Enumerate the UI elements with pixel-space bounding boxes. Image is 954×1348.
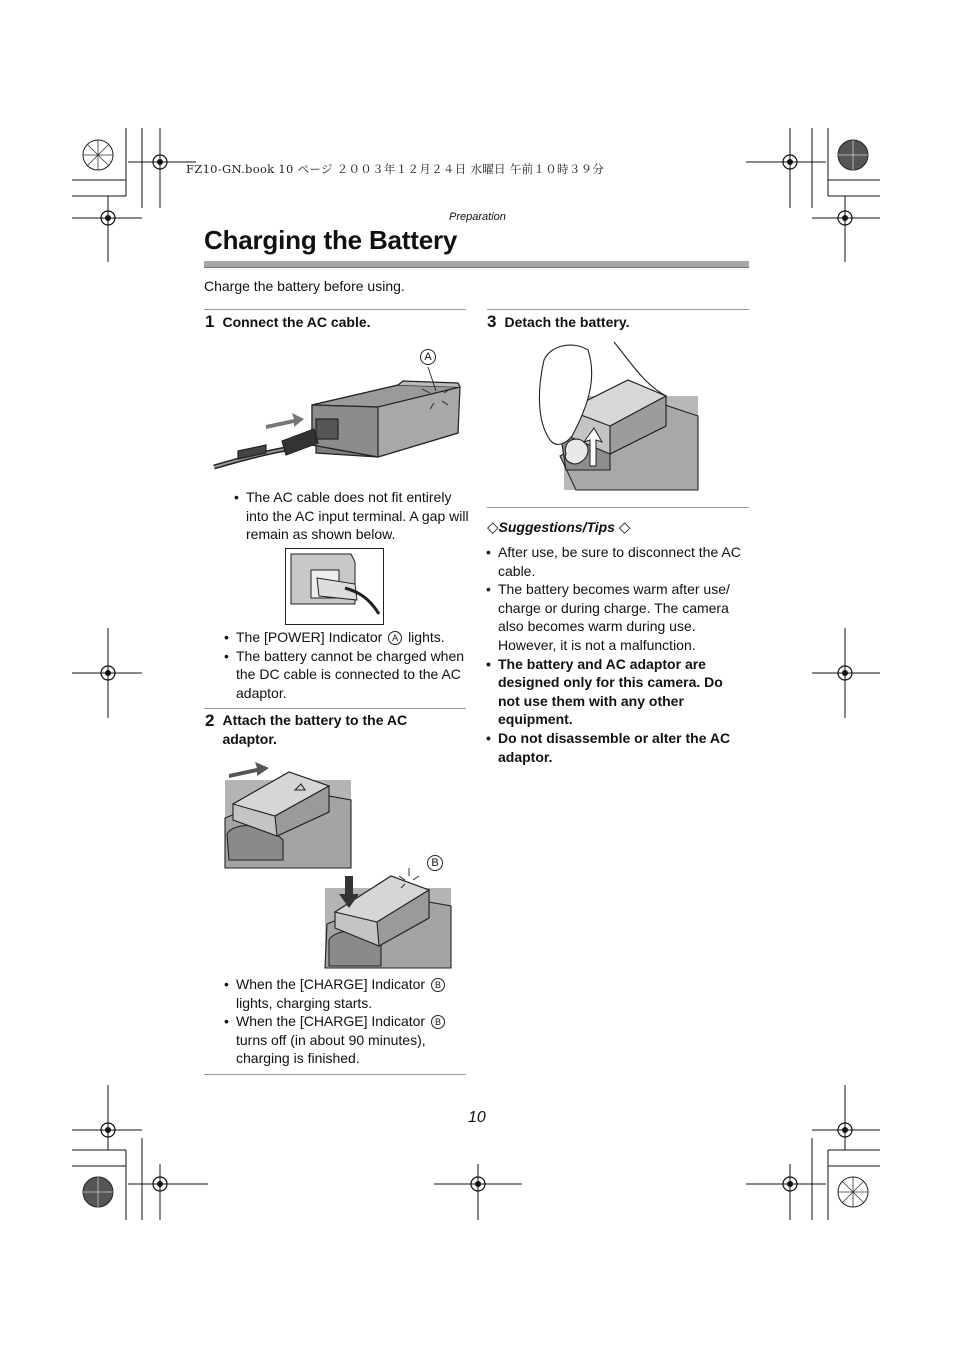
- divider: [487, 309, 749, 310]
- step-number: 1: [205, 312, 215, 331]
- list-item: • After use, be sure to disconnect the AC cable.: [486, 543, 748, 580]
- list-item: • The battery and AC adaptor are designed only for this camera. Do not use them with any other equipment.: [486, 655, 748, 729]
- diamond-icon: ◇: [487, 519, 499, 536]
- list-item: • The AC cable does not fit entirely into the AC input terminal. A gap will remain as shown below.: [234, 488, 470, 544]
- callout-b: B: [427, 855, 443, 871]
- step-number: 3: [487, 312, 497, 331]
- intro-text: Charge the battery before using.: [204, 278, 405, 294]
- print-meta-line: FZ10-GN.book 10 ページ ２００３年１２月２４日 水曜日 午前１０時３９分: [186, 162, 605, 176]
- tips-heading: ◇Suggestions/Tips ◇: [487, 519, 631, 536]
- step-1-notes-a: [234, 488, 470, 544]
- list-item: • The battery cannot be charged when the DC cable is connected to the AC adaptor.: [224, 647, 470, 703]
- indicator-mark: A: [388, 631, 402, 645]
- list-item: • When the [CHARGE] Indicator B turns off (in about 90 minutes), charging is finished.: [224, 1012, 470, 1068]
- step-label: Connect the AC cable.: [222, 314, 371, 330]
- battery-detach-illustration: [536, 340, 698, 490]
- title-rule: [204, 261, 749, 268]
- battery-insert-illustration: [325, 862, 451, 968]
- divider: [204, 708, 466, 709]
- tips-list: [486, 543, 748, 766]
- list-item: • Do not disassemble or alter the AC adaptor.: [486, 729, 748, 766]
- page-title: Charging the Battery: [204, 225, 458, 255]
- divider: [204, 1074, 466, 1075]
- page-number: 10: [468, 1109, 486, 1126]
- list-item: • The battery becomes warm after use/ charge or during charge. The camera also becomes warm during use. However, it is not a malfunction.: [486, 580, 748, 654]
- step-number: 2: [205, 711, 215, 730]
- callout-a: A: [420, 349, 436, 365]
- ac-terminal-gap-illustration: [285, 548, 385, 626]
- list-item: • When the [CHARGE] Indicator B lights, charging starts.: [224, 975, 470, 1012]
- section-label: Preparation: [449, 211, 506, 223]
- step-3-heading: [487, 312, 629, 332]
- divider: [204, 309, 466, 310]
- divider: [487, 507, 749, 508]
- battery-slide-illustration: [225, 760, 351, 868]
- step-label: Detach the battery.: [504, 314, 630, 330]
- step-2-heading: [205, 711, 455, 749]
- step-2-notes: [224, 975, 470, 1068]
- step-1-heading: [205, 312, 371, 332]
- indicator-mark: B: [431, 1015, 445, 1029]
- step-label: Attach the battery to the AC adaptor.: [222, 712, 408, 747]
- diamond-icon: ◇: [618, 519, 631, 536]
- step-1-notes-b: [224, 628, 470, 702]
- list-item: • The [POWER] Indicator A lights.: [224, 628, 470, 647]
- indicator-mark: B: [431, 978, 445, 992]
